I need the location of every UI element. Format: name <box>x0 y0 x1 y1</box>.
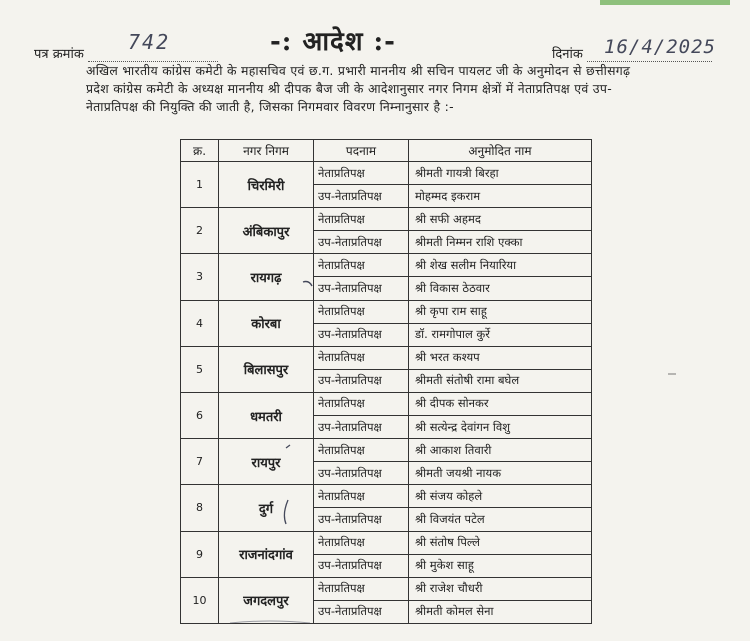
table-row <box>181 208 592 231</box>
row-corporation: दुर्ग <box>219 485 314 531</box>
row-designation: उप-नेताप्रतिपक्ष <box>314 508 409 531</box>
header-approved-name: अनुमोदित नाम <box>409 140 592 162</box>
table-row <box>181 485 592 508</box>
row-designation: नेताप्रतिपक्ष <box>314 162 409 185</box>
row-designation: नेताप्रतिपक्ष <box>314 392 409 415</box>
date-label: दिनांक <box>552 47 583 62</box>
row-approved-name: श्री विजयंत पटेल <box>409 508 592 531</box>
header-designation: पदनाम <box>314 140 409 162</box>
table-row <box>181 439 592 462</box>
table-body <box>181 162 592 624</box>
row-designation: उप-नेताप्रतिपक्ष <box>314 277 409 300</box>
date-handwritten: 16/4/2025 <box>604 36 716 58</box>
row-designation: नेताप्रतिपक्ष <box>314 577 409 600</box>
row-designation: नेताप्रतिपक्ष <box>314 208 409 231</box>
row-serial: 3 <box>181 254 219 300</box>
page-title: -: आदेश :- <box>270 27 396 57</box>
row-serial: 1 <box>181 162 219 208</box>
table-row <box>181 392 592 415</box>
row-approved-name: श्री संतोष पिल्ले <box>409 531 592 554</box>
row-approved-name: श्री कृपा राम साहू <box>409 300 592 323</box>
row-designation: नेताप्रतिपक्ष <box>314 439 409 462</box>
row-approved-name: श्री मुकेश साहू <box>409 554 592 577</box>
header-serial: क्र. <box>181 140 219 162</box>
row-approved-name: श्री दीपक सोनकर <box>409 392 592 415</box>
table-row <box>181 531 592 554</box>
table-row <box>181 300 592 323</box>
row-corporation: राजनांदगांव <box>219 531 314 577</box>
row-designation: नेताप्रतिपक्ष <box>314 300 409 323</box>
row-designation: नेताप्रतिपक्ष <box>314 485 409 508</box>
row-approved-name: श्री संजय कोहले <box>409 485 592 508</box>
row-serial: 7 <box>181 439 219 485</box>
header-corporation: नगर निगम <box>219 140 314 162</box>
row-designation: उप-नेताप्रतिपक्ष <box>314 369 409 392</box>
row-designation: उप-नेताप्रतिपक्ष <box>314 600 409 623</box>
row-serial: 8 <box>181 485 219 531</box>
row-serial: 9 <box>181 531 219 577</box>
row-approved-name: मोहम्मद इकराम <box>409 185 592 208</box>
row-designation: उप-नेताप्रतिपक्ष <box>314 323 409 346</box>
row-approved-name: श्रीमती गायत्री बिरहा <box>409 162 592 185</box>
row-serial: 5 <box>181 346 219 392</box>
row-corporation: जगदलपुर <box>219 577 314 623</box>
row-designation: उप-नेताप्रतिपक्ष <box>314 185 409 208</box>
row-designation: नेताप्रतिपक्ष <box>314 531 409 554</box>
row-designation: नेताप्रतिपक्ष <box>314 254 409 277</box>
table-row <box>181 162 592 185</box>
row-corporation: चिरमिरी <box>219 162 314 208</box>
row-approved-name: डॉ. रामगोपाल कुर्रे <box>409 323 592 346</box>
row-designation: उप-नेताप्रतिपक्ष <box>314 416 409 439</box>
top-border <box>0 0 750 6</box>
row-corporation: रायगढ़ <box>219 254 314 300</box>
row-designation: उप-नेताप्रतिपक्ष <box>314 462 409 485</box>
row-approved-name: श्रीमती संतोषी रामा बघेल <box>409 369 592 392</box>
row-serial: 4 <box>181 300 219 346</box>
order-paragraph: अखिल भारतीय कांग्रेस कमेटी के महासचिव एवं छ.ग. प्रभारी माननीय श्री सचिन पायलट जी के अनुमोदन से छत्तीसगढ़ प्रदेश कांग्रेस कमेटी के अध्यक्ष माननीय श्री दीपक बैज जी के आदेशानुसार नगर निगम क्षेत्रों में नेताप्रतिपक्ष एवं उप-नेताप्रतिपक्ष की नियुक्ति की जाती है, जिसका निगमवार विवरण निम्नानुसार है :- <box>86 63 631 114</box>
ref-label: पत्र क्रमांक <box>34 47 84 62</box>
row-approved-name: श्रीमती जयश्री नायक <box>409 462 592 485</box>
row-corporation: धमतरी <box>219 392 314 438</box>
table-row <box>181 254 592 277</box>
ref-number-line <box>34 44 218 62</box>
row-approved-name: श्री सत्येन्द्र देवांगन विशु <box>409 416 592 439</box>
row-designation: उप-नेताप्रतिपक्ष <box>314 231 409 254</box>
row-designation: उप-नेताप्रतिपक्ष <box>314 554 409 577</box>
row-corporation: रायपुर <box>219 439 314 485</box>
row-approved-name: श्री शेख सलीम नियारिया <box>409 254 592 277</box>
row-serial: 6 <box>181 392 219 438</box>
table-header-row <box>181 140 592 162</box>
row-corporation: अंबिकापुर <box>219 208 314 254</box>
table-row <box>181 577 592 600</box>
row-approved-name: श्रीमती निम्मन राशि एक्का <box>409 231 592 254</box>
row-corporation: बिलासपुर <box>219 346 314 392</box>
row-approved-name: श्री सफी अहमद <box>409 208 592 231</box>
row-serial: 10 <box>181 577 219 623</box>
row-approved-name: श्रीमती कोमल सेना <box>409 600 592 623</box>
row-designation: नेताप्रतिपक्ष <box>314 346 409 369</box>
ref-number-handwritten: 742 <box>128 30 171 54</box>
row-serial: 2 <box>181 208 219 254</box>
row-approved-name: श्री आकाश तिवारी <box>409 439 592 462</box>
row-approved-name: श्री विकास ठेठवार <box>409 277 592 300</box>
row-approved-name: श्री राजेश चौधरी <box>409 577 592 600</box>
row-approved-name: श्री भरत कश्यप <box>409 346 592 369</box>
row-corporation: कोरबा <box>219 300 314 346</box>
top-accent-strip <box>600 0 730 5</box>
table-row <box>181 346 592 369</box>
appointments-table <box>180 139 592 624</box>
